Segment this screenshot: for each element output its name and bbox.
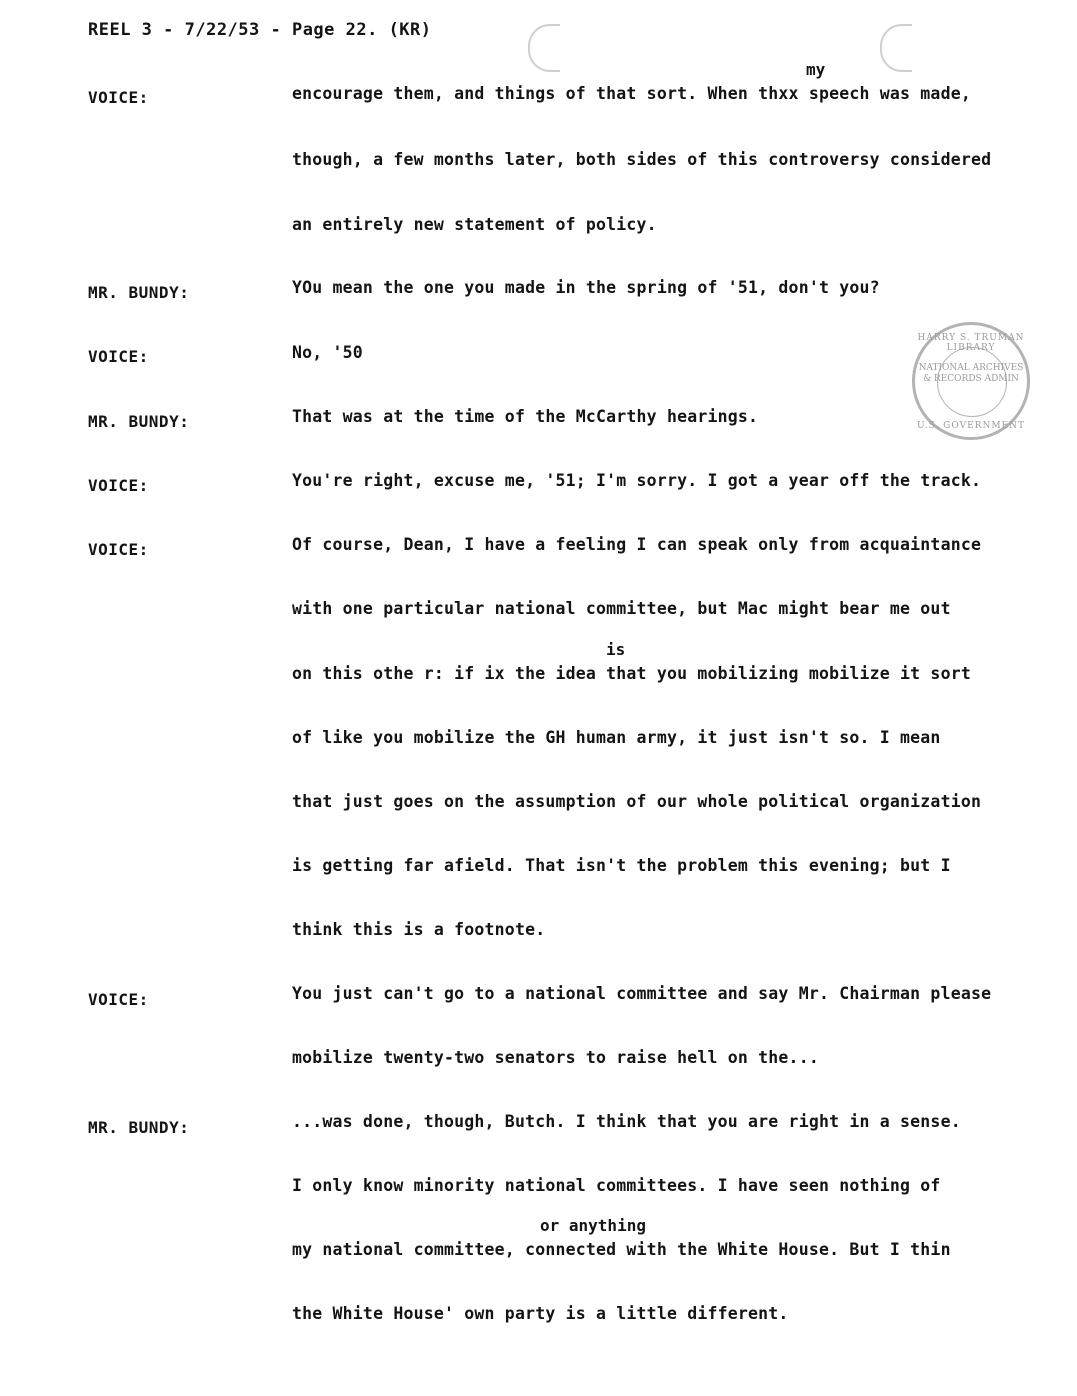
transcript-line: is getting far afield. That isn't the problem this evening; but I [292, 856, 951, 875]
transcript-line: YOu mean the one you made in the spring of '51, don't you? [292, 278, 880, 297]
transcript-line: of like you mobilize the GH human army, it just isn't so. I mean [292, 728, 941, 747]
transcript-line: mobilize twenty-two senators to raise hell on the... [292, 1048, 819, 1067]
stamp-ring-bottom-text: U.S. GOVERNMENT [917, 421, 1025, 431]
transcript-line: my national committee, connected with the White House. But I thin [292, 1240, 951, 1259]
transcript-line: an entirely new statement of policy. [292, 215, 657, 234]
transcript-line: encourage them, and things of that sort. When thxx speech was made, [292, 84, 971, 103]
transcript-line: think this is a footnote. [292, 920, 546, 939]
transcript-line: You're right, excuse me, '51; I'm sorry. I got a year off the track. [292, 471, 982, 490]
speaker-label: VOICE: [88, 476, 149, 495]
punch-hole-left [528, 24, 560, 72]
handwritten-insert-or-anything: or anything [540, 1216, 646, 1235]
transcript-line: ...was done, though, Butch. I think that you are right in a sense. [292, 1112, 961, 1131]
transcript-line: though, a few months later, both sides of this controversy considered [292, 150, 992, 169]
archive-stamp [912, 322, 1030, 440]
speaker-label: MR. BUNDY: [88, 283, 190, 302]
transcript-line: No, '50 [292, 343, 363, 362]
transcript-line: Of course, Dean, I have a feeling I can speak only from acquaintance [292, 535, 982, 554]
speaker-label: VOICE: [88, 990, 149, 1009]
handwritten-insert-my: my [806, 60, 826, 79]
speaker-label: VOICE: [88, 347, 149, 366]
speaker-label: VOICE: [88, 540, 149, 559]
handwritten-insert-is: is [606, 640, 626, 659]
punch-hole-right [880, 24, 912, 72]
transcript-line: on this othe r: if ix the idea that you mobilizing mobilize it sort [292, 664, 971, 683]
speaker-label: VOICE: [88, 88, 149, 107]
transcript-line: the White House' own party is a little different. [292, 1304, 789, 1323]
transcript-line: with one particular national committee, but Mac might bear me out [292, 599, 951, 618]
transcript-line: You just can't go to a national committee and say Mr. Chairman please [292, 984, 992, 1003]
stamp-ring-top-text: HARRY S. TRUMAN LIBRARY [917, 333, 1025, 353]
transcript-line: that just goes on the assumption of our whole political organization [292, 792, 982, 811]
page-header: REEL 3 - 7/22/53 - Page 22. (KR) [88, 20, 432, 40]
stamp-center-text: NATIONAL ARCHIVES & RECORDS ADMIN [918, 363, 1024, 384]
speaker-label: MR. BUNDY: [88, 1118, 190, 1137]
transcript-line: I only know minority national committees. I have seen nothing of [292, 1176, 941, 1195]
speaker-label: MR. BUNDY: [88, 412, 190, 431]
transcript-line: That was at the time of the McCarthy hearings. [292, 407, 759, 426]
